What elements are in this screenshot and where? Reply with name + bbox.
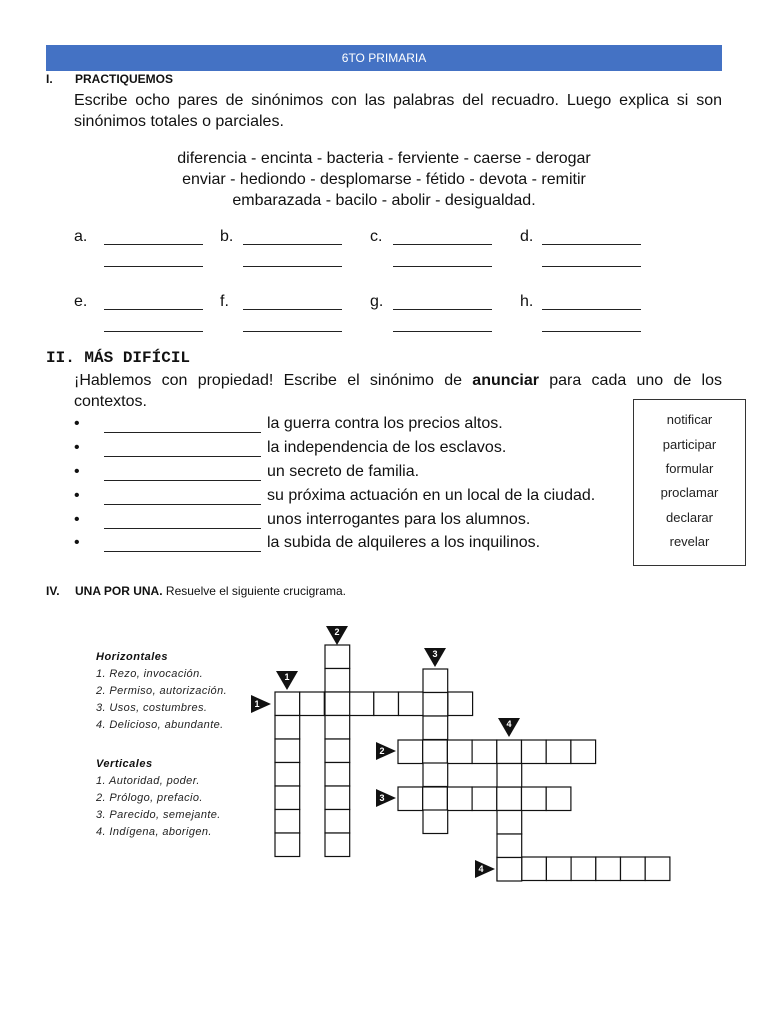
crossword-cell-h1[interactable] [349,692,374,716]
clue-vertical-4: 4. Indígena, aborigen. [96,826,212,838]
crossword-cell-h4[interactable] [546,857,571,881]
crossword-cell-h3[interactable] [423,787,448,811]
crossword-cell-h3[interactable] [398,787,423,811]
section-2-instruction-pre: ¡Hablemos con propiedad! Escribe el sinónimo de [74,372,473,389]
section-2-title: II. MÁS DIFÍCIL [46,349,191,367]
clue-vertical-2: 2. Prólogo, prefacio. [96,792,203,804]
pair-label-f: f. [220,293,229,310]
section-2-keyword: anunciar [472,372,539,389]
crossword-cell-v2[interactable] [325,810,350,834]
pair-label-c: c. [370,228,383,245]
bullet-4: • [74,487,80,504]
crossword-cell-v4[interactable] [497,811,522,835]
crossword-cell-v1[interactable] [275,739,300,763]
crossword-cell-v3[interactable] [423,810,448,834]
pair-label-b: b. [220,228,234,245]
synonym-option: proclamar [660,485,719,500]
section-2-instruction-post: para cada uno de los contextos. [74,372,722,410]
crossword-cell-h2[interactable] [398,740,423,764]
crossword-cell-h1[interactable] [275,692,300,716]
horizontal-marker-2-number: 2 [379,746,385,756]
crossword-cell-v2[interactable] [325,645,350,669]
crossword-cell-h1[interactable] [448,692,473,716]
bullet-1: • [74,415,80,432]
synonym-option: declarar [666,510,713,525]
crossword-cell-v4[interactable] [497,764,522,788]
crossword-cell-v1[interactable] [275,810,300,834]
crossword-cell-v2[interactable] [325,692,350,716]
section-1-instruction: Escribe ocho pares de sinónimos con las palabras del recuadro. Luego explica si son sinónimos totales o parciales. [74,92,722,130]
vertical-marker-3-number: 3 [432,649,438,659]
context-6-text: la subida de alquileres a los inquilinos. [267,534,541,551]
clue-horizontal-1: 1. Rezo, invocación. [96,668,204,680]
word-bank-line-3: embarazada - bacilo - abolir - desigualdad. [232,192,536,209]
pair-label-e: e. [74,293,88,310]
context-5-text: unos interrogantes para los alumnos. [267,511,531,528]
horizontal-marker-4-number: 4 [478,864,484,874]
section-4-number: IV. [46,584,60,598]
word-bank-line-2: enviar - hediondo - desplomarse - fétido - devota - remitir [182,171,586,188]
vertical-marker-4-number: 4 [506,719,512,729]
crossword-cell-v2[interactable] [325,716,350,740]
horizontal-marker-1-number: 1 [254,699,260,709]
grade-banner-text: 6TO PRIMARIA [341,51,427,65]
crossword-cell-h3[interactable] [472,787,497,811]
bullet-2: • [74,439,80,456]
crossword-cell-h3[interactable] [497,787,522,811]
clue-horizontal-3: 3. Usos, costumbres. [96,702,208,714]
crossword-cell-v2[interactable] [325,763,350,787]
clue-horizontal-2: 2. Permiso, autorización. [96,685,228,697]
crossword-cell-h4[interactable] [596,857,621,881]
crossword-cell-h2[interactable] [423,740,448,764]
context-2-text: la independencia de los esclavos. [267,439,507,456]
context-3-text: un secreto de familia. [267,463,420,480]
crossword-cell-h2[interactable] [447,740,472,764]
synonym-option: notificar [666,412,713,427]
crossword-cell-h2[interactable] [571,740,596,764]
synonym-option: revelar [669,534,710,549]
pair-label-g: g. [370,293,384,310]
vertical-marker-1-number: 1 [284,672,290,682]
section-4-instruction: Resuelve el siguiente crucigrama. [162,584,346,598]
crossword-cell-h2[interactable] [497,740,522,764]
bullet-5: • [74,511,80,528]
crossword-cell-v2[interactable] [325,739,350,763]
crossword-cell-v3[interactable] [423,693,448,717]
pair-label-h: h. [520,293,534,310]
crossword-cell-h3[interactable] [546,787,571,811]
horizontal-marker-3-number: 3 [379,793,385,803]
crossword-cell-h2[interactable] [546,740,571,764]
crossword-cell-h4[interactable] [645,857,670,881]
clue-vertical-3: 3. Parecido, semejante. [96,809,221,821]
crossword-cell-v1[interactable] [275,786,300,810]
crossword-cell-v4[interactable] [497,858,522,882]
crossword-cell-v3[interactable] [423,763,448,787]
crossword-cell-v2[interactable] [325,669,350,693]
verticales-heading: Verticales [96,758,153,770]
crossword-cell-v2[interactable] [325,786,350,810]
crossword-cell-h2[interactable] [472,740,497,764]
synonym-option: formular [665,461,714,476]
crossword-cell-v1[interactable] [275,833,300,857]
crossword-cell-h1[interactable] [374,692,399,716]
section-1-title: PRACTIQUEMOS [75,72,174,86]
crossword-cell-v3[interactable] [423,716,448,740]
crossword-cell-v1[interactable] [275,763,300,787]
context-4-text: su próxima actuación en un local de la ciudad. [267,487,596,504]
crossword-cell-h3[interactable] [522,787,547,811]
bullet-6: • [74,534,80,551]
crossword-cell-h1[interactable] [300,692,325,716]
section-4-title: UNA POR UNA. [75,584,163,598]
crossword-cell-h1[interactable] [399,692,424,716]
horizontales-heading: Horizontales [96,651,169,663]
crossword-cell-v1[interactable] [275,716,300,740]
crossword-cell-h3[interactable] [447,787,472,811]
synonym-option: participar [662,437,717,452]
clue-horizontal-4: 4. Delicioso, abundante. [96,719,224,731]
crossword-cell-v3[interactable] [423,669,448,693]
word-bank-line-1: diferencia - encinta - bacteria - ferviente - caerse - derogar [177,150,591,167]
bullet-3: • [74,463,80,480]
pair-label-d: d. [520,228,534,245]
crossword-cell-h4[interactable] [522,857,547,881]
context-1-text: la guerra contra los precios altos. [267,415,503,432]
crossword-cell-h4[interactable] [571,857,596,881]
crossword-cell-h2[interactable] [522,740,547,764]
section-1-number: I. [46,72,53,86]
pair-label-a: a. [74,228,88,245]
clue-vertical-1: 1. Autoridad, poder. [96,775,200,787]
crossword-cell-v4[interactable] [497,834,522,858]
vertical-marker-2-number: 2 [334,627,340,637]
crossword-cell-v2[interactable] [325,833,350,857]
crossword-cell-h4[interactable] [621,857,646,881]
